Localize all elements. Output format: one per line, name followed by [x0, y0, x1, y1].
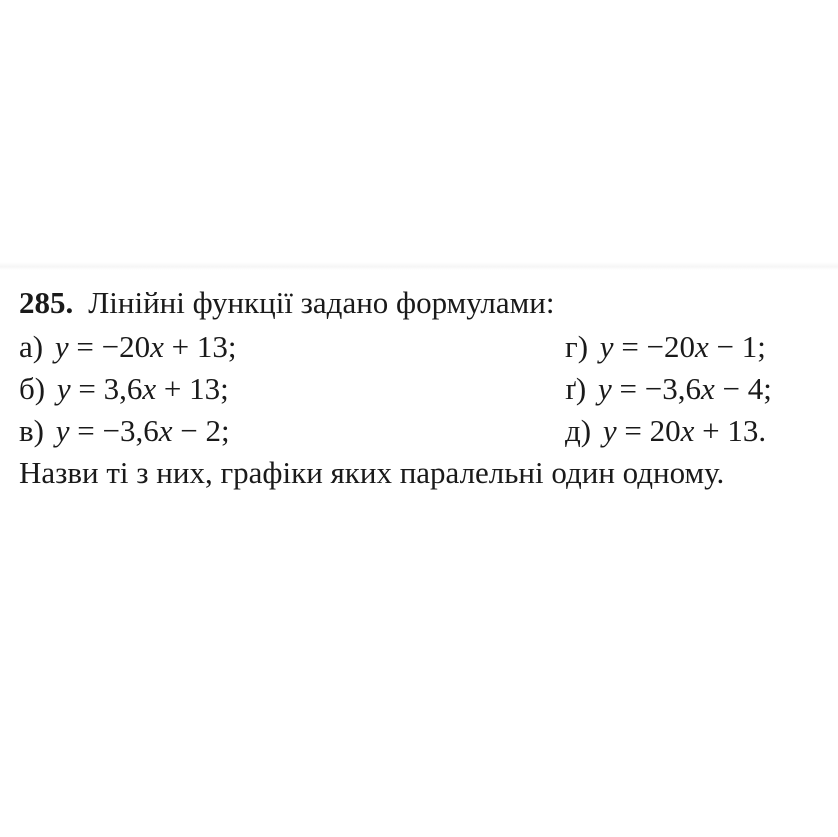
- problem-heading: [19, 282, 819, 326]
- formula-item-g: [565, 326, 766, 368]
- formula-expression: y = −3,6x − 4;: [597, 371, 772, 406]
- problem-number: 285.: [19, 285, 74, 320]
- formula-item-d: [565, 410, 766, 452]
- formula-item-b: [19, 368, 229, 410]
- formula-expression: y = 20x + 13.: [602, 413, 767, 448]
- problem-question: Назви ті з них, графіки яких паралельні один одному.: [19, 455, 725, 490]
- problem-statement: Лінійні функції задано формулами:: [88, 285, 555, 320]
- formula-row: [19, 368, 819, 410]
- formula-expression: y = −20x − 1;: [599, 329, 766, 364]
- formula-label: ґ): [565, 371, 587, 406]
- formula-item-a: [19, 326, 236, 368]
- formula-label: в): [19, 413, 44, 448]
- formula-label: д): [565, 413, 592, 448]
- formula-label: г): [565, 329, 589, 364]
- problem-285: [19, 282, 819, 496]
- formula-item-v: [19, 410, 230, 452]
- formula-list: [19, 326, 819, 452]
- formula-label: а): [19, 329, 44, 364]
- formula-label: б): [19, 371, 46, 406]
- formula-expression: y = −20x + 13;: [54, 329, 237, 364]
- formula-row: [19, 410, 819, 452]
- formula-item-g-hard: [565, 368, 772, 410]
- formula-expression: y = −3,6x − 2;: [55, 413, 230, 448]
- formula-row: [19, 326, 819, 368]
- page-edge-shade: [0, 262, 838, 270]
- formula-expression: y = 3,6x + 13;: [56, 371, 229, 406]
